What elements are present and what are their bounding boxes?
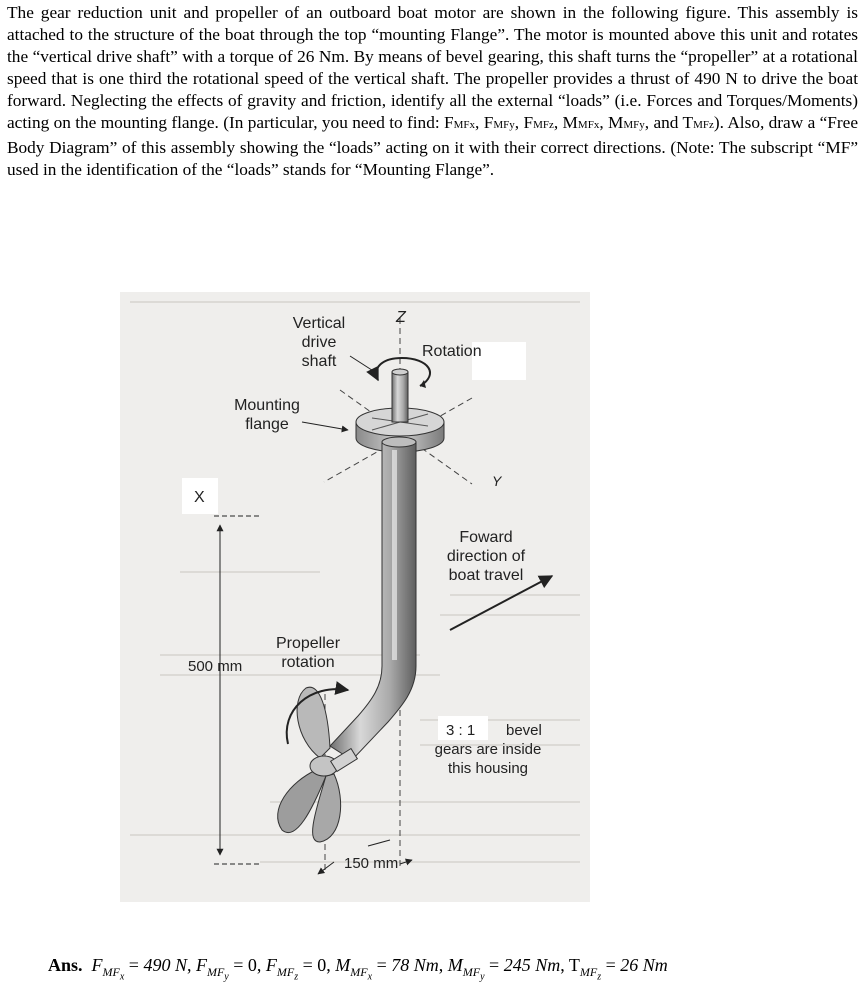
problem-text-2: ). Also, draw a “Free Body Diagram” of this assembly showing the “loads” acting on it with their correct directions. (Note: The subscript “MF” used in the identification of the “loads” stands for “Mounting Flange”. (7, 113, 858, 179)
propeller-rotation-label: rotation (281, 654, 335, 671)
axis-z-label: Z (396, 309, 406, 326)
answer-tmfz: $T_{MF_z}$ (568, 955, 602, 982)
dimension-500-label: 500 mm (188, 658, 243, 675)
mounting-label: Mounting (234, 397, 300, 414)
shaft-label: shaft (301, 353, 337, 370)
axis-x-label: X (194, 489, 205, 506)
answer-mmfy: $M_{MF_y}$ (447, 955, 485, 982)
propeller-label: Propeller (275, 635, 341, 652)
answer-fmfz: $F_{MF_z}$ (265, 955, 299, 982)
direction-of-label: direction of (446, 548, 526, 565)
vertical-drive-shaft (392, 372, 408, 422)
load-fmfy: FMFy (483, 113, 515, 133)
load-tmfz: TMFz (682, 113, 714, 133)
bevel-label: bevel (506, 722, 542, 739)
value-mmfx: 78 Nm (391, 955, 439, 975)
answer-line: Ans. $F_{MF_x} = 490$ N, $F_{MF_y} = 0$, $F_{MF_z} = 0$, $M_{MF_x} = 78$ Nm, $M_{MF_y} = 245$ Nm, $T_{MF_z} = 26$ Nm (48, 955, 668, 982)
value-tmfz: 26 Nm (620, 955, 668, 975)
value-fmfz: 0 (317, 955, 327, 975)
boat-travel-label: boat travel (448, 567, 524, 584)
value-fmfy: 0 (247, 955, 257, 975)
answer-fmfx: $F_{MF_x}$ (91, 955, 125, 982)
answer-mmfx: $M_{MF_x}$ (335, 955, 373, 982)
value-fmfx: 490 N (143, 955, 187, 975)
vertical-label: Vertical (292, 315, 346, 332)
gears-inside-label: gears are inside (434, 741, 542, 758)
answer-label: Ans. (48, 955, 83, 975)
answer-fmfy: $F_{MF_y}$ (195, 955, 229, 982)
drive-label: drive (301, 334, 337, 351)
dimension-150-label: 150 mm (344, 855, 399, 872)
value-mmfy: 245 Nm (503, 955, 561, 975)
axis-y-label: Y (492, 473, 502, 489)
outboard-figure (120, 270, 590, 910)
problem-text-1: The gear reduction unit and propeller of an outboard boat motor are shown in the following figure. This assembly is attached to the structure of the boat through the top “mounting Flange”. The motor is mounted above this unit and rotates the “vertical drive shaft” with a torque of 26 Nm. By means of bevel gearing, this shaft turns the “propeller” at a rotational speed that is one third the rotational speed of the vertical shaft. The propeller provides a thrust of 490 N to drive the boat forward. Neglecting the effects of gravity and friction, identify all the external “loads” (i.e. Forces and Torques/Moments) acting on the mounting flange. (In particular, you need to find: (7, 3, 858, 133)
figure-background (120, 292, 590, 902)
load-fmfx: FMFx (444, 113, 476, 133)
flange-label: flange (245, 416, 289, 433)
load-fmfz: FMFz (523, 113, 554, 133)
foward-label: Foward (459, 529, 513, 546)
ratio-label: 3 : 1 (446, 722, 476, 739)
this-housing-label: this housing (447, 760, 529, 777)
problem-statement: The gear reduction unit and propeller of an outboard boat motor are shown in the following figure. This assembly is attached to the structure of the boat through the top “mounting Flange”. The motor is mounted above this unit and rotates the “vertical drive shaft” with a torque of 26 Nm. By means of bevel gearing, this shaft turns the “propeller” at a rotational speed that is one third the rotational speed of the vertical shaft. The propeller provides a thrust of 490 N to drive the boat forward. Neglecting the effects of gravity and friction, identify all the external “loads” (i.e. Forces and Torques/Moments) acting on the mounting flange. (In particular, you need to find: FMFx, FMFy, FMFz, MMFx, MMFy, and TMFz). Also, draw a “Free Body Diagram” of this assembly showing the “loads” acting on it with their correct directions. (Note: The subscript “MF” used in the identification of the “loads” stands for “Mounting Flange”. (7, 3, 858, 179)
rotation-label: Rotation (422, 343, 482, 360)
load-mmfx: MMFx (562, 113, 600, 133)
load-mmfy: MMFy (608, 113, 645, 133)
